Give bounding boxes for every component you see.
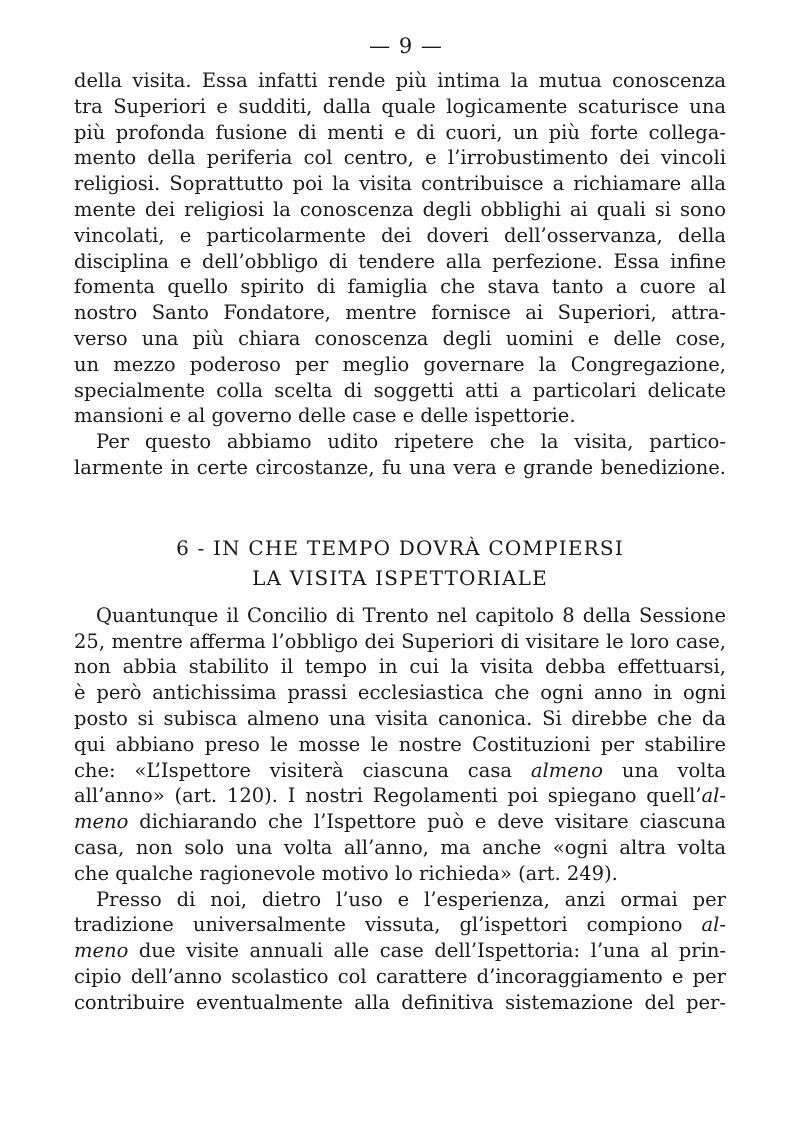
text-line: un mezzo poderoso per meglio governare la Congregazione, xyxy=(74,352,726,376)
text-line: posto si subisca almeno una visita canonica. Si direbbe che da xyxy=(74,706,726,730)
text-run: una volta xyxy=(603,758,726,782)
emphasis-text: almeno xyxy=(530,758,604,782)
section-heading-line-2: LA VISITA ISPETTORIALE xyxy=(252,565,548,590)
text-line: verso una più chiara conoscenza degli uomini e delle cose, xyxy=(74,326,726,350)
page-number: — 9 — xyxy=(369,34,443,58)
paragraph-council-of-trent xyxy=(74,603,726,887)
text-run: due visite annuali alle case dell’Ispettoria: l’una al prin- xyxy=(128,939,726,963)
text-run: che: «L’Ispettore visiterà ciascuna casa xyxy=(74,758,531,782)
text-run: tradizione universalmente vissuta, gl’ispettori compiono xyxy=(74,913,702,937)
text-line: Per questo abbiamo udito ripetere che la visita, partico- xyxy=(96,430,726,454)
text-line: mento della periferia col centro, e l’irrobustimento dei vincoli xyxy=(74,146,726,170)
text-run: dichiarando che l’Ispettore può e deve visitare ciascuna xyxy=(128,810,726,834)
text-line: che qualche ragionevole motivo lo richieda» (art. 249). xyxy=(74,861,618,885)
emphasis-text: al- xyxy=(701,913,726,937)
text-line: Quantunque il Concilio di Trento nel capitolo 8 della Sessione xyxy=(96,603,726,627)
text-line: religiosi. Soprattutto poi la visita contribuisce a richiamare alla xyxy=(74,172,726,196)
emphasis-text: al- xyxy=(701,784,726,808)
emphasis-text: meno xyxy=(74,939,129,963)
emphasis-text: meno xyxy=(74,810,129,834)
paragraph-annual-visits xyxy=(74,887,726,1016)
paragraph-visit-benefits xyxy=(74,68,726,429)
text-line: tra Superiori e sudditi, dalla quale logicamente scaturisce una xyxy=(74,94,726,118)
text-line xyxy=(74,809,726,835)
text-line xyxy=(74,938,726,964)
text-line: qui abbiano preso le mosse le nostre Costituzioni per stabilire xyxy=(74,732,726,756)
text-line: disciplina e dell’obbligo di tendere alla perfezione. Essa infine xyxy=(74,249,726,273)
text-line: casa, non solo una volta all’anno, ma anche «ogni altra volta xyxy=(74,835,726,859)
text-line xyxy=(74,758,726,784)
text-line: specialmente colla scelta di soggetti atti a particolari delicate xyxy=(74,378,726,402)
text-line xyxy=(74,912,726,938)
text-run: all’anno» (art. 120). I nostri Regolamenti poi spiegano quell’ xyxy=(74,784,702,808)
text-line: è però antichissima prassi ecclesiastica che ogni anno in ogni xyxy=(74,681,726,705)
text-line: 25, mentre afferma l’obbligo dei Superiori di visitare le loro case, xyxy=(74,629,726,653)
text-line xyxy=(74,783,726,809)
text-line: contribuire eventualmente alla definitiva sistemazione del per- xyxy=(74,990,726,1014)
text-line: mente dei religiosi la conoscenza degli obblighi ai quali si sono xyxy=(74,197,726,221)
text-line: cipio dell’anno scolastico col carattere d’incoraggiamento e per xyxy=(74,964,726,988)
text-line: vincolati, e particolarmente dei doveri dell’osservanza, della xyxy=(74,223,726,247)
text-line: della visita. Essa infatti rende più intima la mutua conoscenza xyxy=(74,69,726,92)
text-line: più profonda fusione di menti e di cuori, un più forte collega- xyxy=(74,120,726,144)
text-line: non abbia stabilito il tempo in cui la visita debba effettuarsi, xyxy=(74,655,726,679)
text-line: mansioni e al governo delle case e delle ispettorie. xyxy=(74,404,576,428)
document-page xyxy=(74,34,726,1016)
text-line: nostro Santo Fondatore, mentre fornisce ai Superiori, attra- xyxy=(74,301,726,325)
section-heading xyxy=(74,533,726,593)
paragraph-blessing xyxy=(74,429,726,481)
text-line: fomenta quello spirito di famiglia che stava tanto a cuore al xyxy=(74,275,726,299)
section-heading-line-1: 6 - IN CHE TEMPO DOVRÀ COMPIERSI xyxy=(176,535,624,560)
text-line: larmente in certe circostanze, fu una vera e grande benedizione. xyxy=(74,455,726,479)
text-line: Presso di noi, dietro l’uso e l’esperienza, anzi ormai per xyxy=(96,887,726,911)
